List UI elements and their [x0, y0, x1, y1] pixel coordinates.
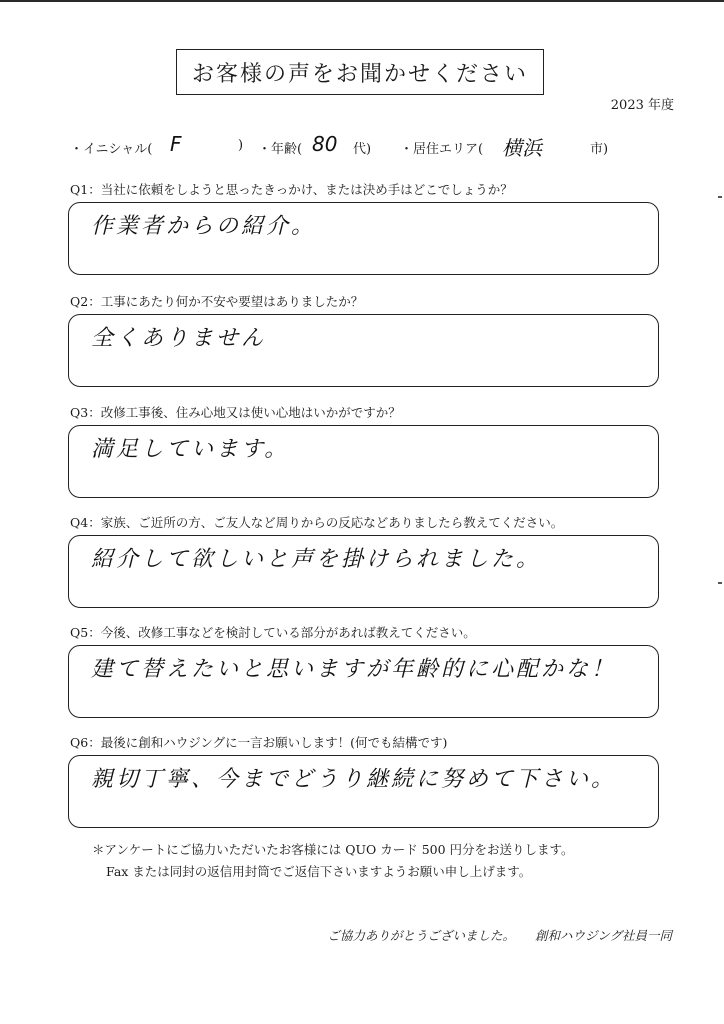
age-label: ・年齢( [258, 142, 303, 157]
area-label: ・居住エリア( [400, 142, 484, 157]
thanks-text: ご協力ありがとうございました。 [327, 928, 516, 943]
age-value[interactable]: 80 [312, 132, 338, 156]
scan-mark [718, 582, 722, 584]
answer-box-3[interactable] [68, 425, 659, 498]
question-4: Q4：家族、ご近所の方、ご友人など周りからの反応などありましたら教えてください。 [70, 515, 564, 530]
answer-box-1[interactable] [68, 202, 659, 275]
answer-box-5[interactable] [68, 645, 659, 718]
return-note: Fax または同封の返信用封筒でご返信下さいますようお願い申し上げます。 [106, 864, 532, 879]
answer-box-6[interactable] [68, 755, 659, 828]
footer-message [328, 926, 672, 944]
initial-label: ・イニシャル( [70, 142, 153, 157]
question-6: Q6：最後に創和ハウジングに一言お願いします！(何でも結構です) [70, 735, 448, 750]
answer-3: 満足しています。 [91, 437, 290, 462]
initial-value[interactable]: F [170, 132, 182, 156]
respondent-info-row [70, 132, 630, 160]
answer-5: 建て替えたいと思いますが年齢的に心配かな！ [91, 657, 617, 682]
question-5: Q5：今後、改修工事などを検討している部分があれば教えてください。 [70, 625, 476, 640]
answer-4: 紹介して欲しいと声を掛けられました。 [91, 547, 542, 572]
area-value[interactable]: 横浜 [502, 136, 542, 160]
age-suffix: 代) [353, 142, 372, 157]
answer-1: 作業者からの紹介。 [91, 214, 317, 239]
area-suffix: 市) [590, 142, 609, 157]
answer-2: 全くありません [91, 326, 267, 351]
answer-box-4[interactable] [68, 535, 659, 608]
survey-title: お客様の声をお聞かせください [176, 49, 544, 95]
question-3: Q3：改修工事後、住み心地又は使い心地はいかがですか？ [70, 405, 401, 420]
initial-close: ) [238, 138, 244, 153]
top-edge-line [0, 0, 724, 2]
question-1: Q1：当社に依頼をしようと思ったきっかけ、または決め手はどこでしょうか？ [70, 182, 513, 197]
answer-6: 親切丁寧、今までどうり継続に努めて下さい。 [91, 767, 617, 792]
staff-signature: 創和ハウジング社員一同 [535, 928, 672, 943]
question-2: Q2：工事にあたり何か不安や要望はありましたか？ [70, 294, 364, 309]
survey-year: 2023 年度 [610, 98, 674, 113]
answer-box-2[interactable] [68, 314, 659, 387]
gift-note: ＊アンケートにご協力いただいたお客様には QUO カード 500 円分をお送りします。 [92, 842, 574, 857]
scan-mark [718, 196, 722, 198]
